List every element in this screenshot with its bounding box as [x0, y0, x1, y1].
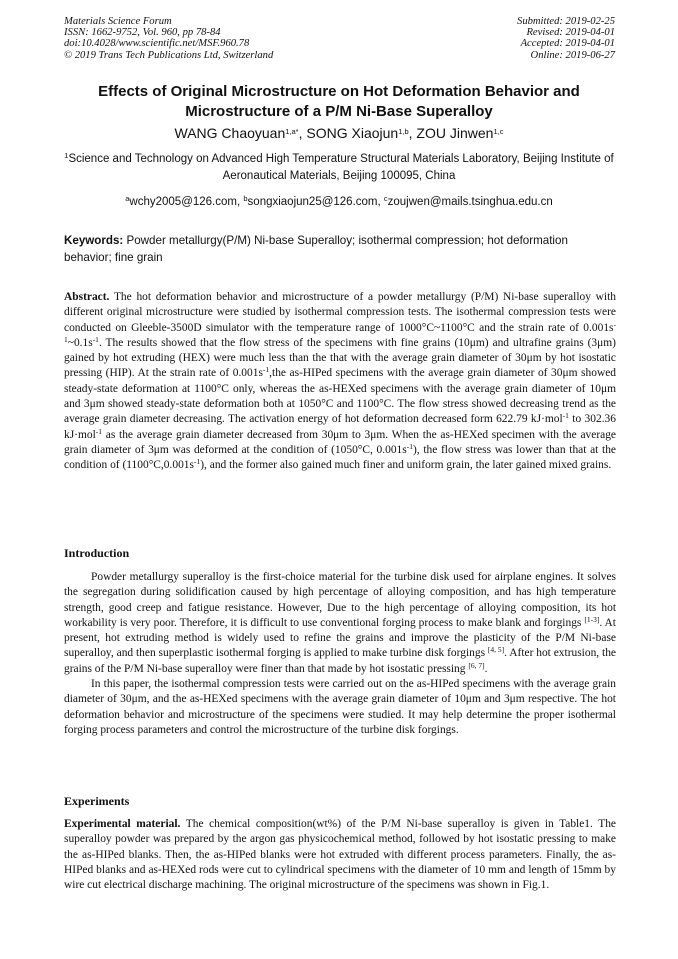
author-1-sup: 1,a*: [285, 127, 299, 136]
abstract-sup-4: -1: [562, 411, 569, 421]
affiliation: [58, 151, 620, 185]
title-line-1: Effects of Original Microstructure on Hot Deformation Behavior and: [98, 83, 580, 100]
author-2: , SONG Xiaojun: [298, 125, 399, 141]
journal-info: [64, 16, 273, 61]
abstract-text-7: ), the flow stress was lower than that at the condition of (1100°C,0.001s: [64, 443, 616, 472]
experimental-material-label: Experimental material.: [64, 818, 181, 830]
copyright-line: © 2019 Trans Tech Publications Ltd, Switzerland: [64, 49, 274, 61]
introduction-paragraph-1: [64, 570, 616, 677]
publication-dates: [517, 16, 615, 61]
abstract-text-4: ,the as-HIPed specimens with the average grain diameter of 30μm showed steady-state deformation at 1100°C only, whereas the as-HEXed specimens with the average grain diameter of 10μm and 3μm showed steady-state deformation both at 1050°C and 1100°C. The flow stress showed decreasing trend as the average grain diameter decreasing. The activation energy of hot deformation decreased form 622.79 kJ·mol: [64, 367, 617, 426]
issn-line: ISSN: 1662-9752, Vol. 960, pp 78-84: [64, 27, 221, 39]
introduction-paragraph-2: In this paper, the isothermal compression tests were carried out on the as-HIPed specimens with the average grain diameter of 30μm, and the as-HEXed specimens with the average grain diameter of 10μm and 3μm respective. The hot deformation behavior and microstructure of the specimens were studied. It may help determine the proper isothermal forging process parameters and control the microstructure of the turbine disk forgings.: [64, 678, 616, 736]
affiliation-sup: 1: [64, 151, 69, 160]
email-c-sup: c: [383, 194, 388, 203]
doi-line: doi:10.4028/www.scientific.net/MSF.960.78: [64, 38, 250, 50]
journal-name: Materials Science Forum: [64, 16, 172, 27]
email-c[interactable]: zoujwen@mails.tsinghua.edu.cn: [387, 196, 553, 208]
paper-title: [40, 82, 638, 121]
abstract-text-1: The hot deformation behavior and microstructure of a powder metallurgy (P/M) Ni-base superalloy with different original microstructure were studied by isothermal compression tests. The isothermal compression tests were conducted on Gleeble-3500D simulator with the temperature range of 1000°C~1100°C and the strain rate of 0.001s: [64, 291, 616, 334]
author-2-sup: 1,b: [398, 127, 409, 136]
author-3-sup: 1,c: [493, 127, 504, 136]
author-1: WANG Chaoyuan: [174, 125, 286, 141]
email-b[interactable]: songxiaojun25@126.com,: [247, 196, 384, 208]
intro-text-b: . At present, hot extruding method is widely used to refine the grains and improve the plasticity of the P/M Ni-base superalloy, and then superplastic isothermal forging is applied to make turbine disk forgings: [64, 616, 616, 660]
title-line-2: Microstructure of a P/M Ni-Base Superalloy: [185, 102, 493, 120]
introduction-heading: Introduction: [64, 546, 130, 560]
abstract-sup-1: -1: [64, 319, 616, 344]
author-list: [40, 124, 638, 142]
experiments-heading: Experiments: [64, 794, 130, 808]
abstract-sup-5: -1: [95, 426, 103, 436]
abstract-text-5: to 302.36 kJ·mol: [64, 413, 616, 441]
experiments-body: [64, 817, 616, 893]
author-3: , ZOU Jinwen: [408, 125, 494, 141]
abstract-text-8: ), and the former also gained much finer and uniform grain, the later gained mixed grains.: [200, 459, 612, 472]
abstract-label: Abstract.: [64, 291, 110, 303]
abstract-text-3: . The results showed that the flow stress of the specimens with fine grains (10μm) and ultrafine grains (3μm) gained by hot extruding (HEX) were much less than the that with the average grain diameter of 30μm by hot isostatic pressing (HIP). At the strain rate of 0.001s: [64, 336, 616, 380]
citation-4-5[interactable]: [4, 5]: [487, 645, 505, 655]
abstract-sup-6: -1: [406, 441, 413, 451]
abstract-text-2: ~0.1s: [67, 336, 93, 349]
intro-text-a: Powder metallurgy superalloy is the first-choice material for the turbine disk used for airplane engines. It solves the segregation during solidification caused by high percentage of alloying composition, and has high temperature strength, good creep and fatigue resistance. However, Due to the high percentage of alloying composition, its hot workability is very poor. Therefore, it is difficult to use conventional forging process to make blank and forgings: [64, 571, 616, 629]
email-list: [40, 195, 638, 209]
accepted-date: Accepted: 2019-04-01: [520, 38, 615, 50]
abstract-sup-7: -1: [193, 457, 201, 467]
introduction-body: [64, 570, 616, 738]
submitted-date: Submitted: 2019-02-25: [517, 16, 615, 27]
revised-date: Revised: 2019-04-01: [526, 27, 615, 39]
intro-text-d: .: [484, 662, 488, 675]
citation-1-3[interactable]: [1-3]: [584, 614, 600, 624]
keywords-label: Keywords:: [64, 234, 124, 247]
email-a-sup: a: [125, 194, 130, 203]
intro-text-c: . After hot extrusion, the grains of the P/M Ni-base superalloy were finer than that made by hot isostatic pressing: [64, 647, 616, 675]
email-a[interactable]: wchy2005@126.com,: [129, 196, 244, 208]
experimental-material-text: The chemical composition(wt%) of the P/M Ni-base superalloy is given in Table1. The superalloy powder was prepared by the argon gas physicochemical method, followed by hot isostatic pressing to make the as-HIPed blanks. Then, the as-HIPed blanks were hot extruded with different process parameters. Finally, the as-HIPed blanks and as-HEXed rods were cut to cylindrical specimens with the diameter of 10 mm and length of 15mm by wire cut electrical discharge machining. The original microstructure of the specimens was shown in Fig.1.: [64, 818, 616, 892]
abstract-sup-2: -1: [92, 334, 99, 344]
abstract: [64, 290, 616, 474]
affiliation-text: Science and Technology on Advanced High Temperature Structural Materials Laboratory, Beijing Institute of Aeronautical Materials, Beijing 100095, China: [68, 153, 614, 182]
abstract-text-6: as the average grain diameter decreased from 30μm to 3μm. When the as-HEXed specimen with the average grain diameter of 3μm was deformed at the condition of (1050°C, 0.001s: [64, 428, 616, 456]
online-date: Online: 2019-06-27: [530, 49, 615, 61]
keywords: [64, 232, 616, 266]
citation-6-7[interactable]: [6, 7]: [468, 660, 485, 670]
email-b-sup: b: [243, 194, 248, 203]
abstract-sup-3: -1: [262, 365, 270, 375]
keywords-text: Powder metallurgy(P/M) Ni-base Superalloy; isothermal compression; hot deformation behavior; fine grain: [64, 234, 568, 264]
